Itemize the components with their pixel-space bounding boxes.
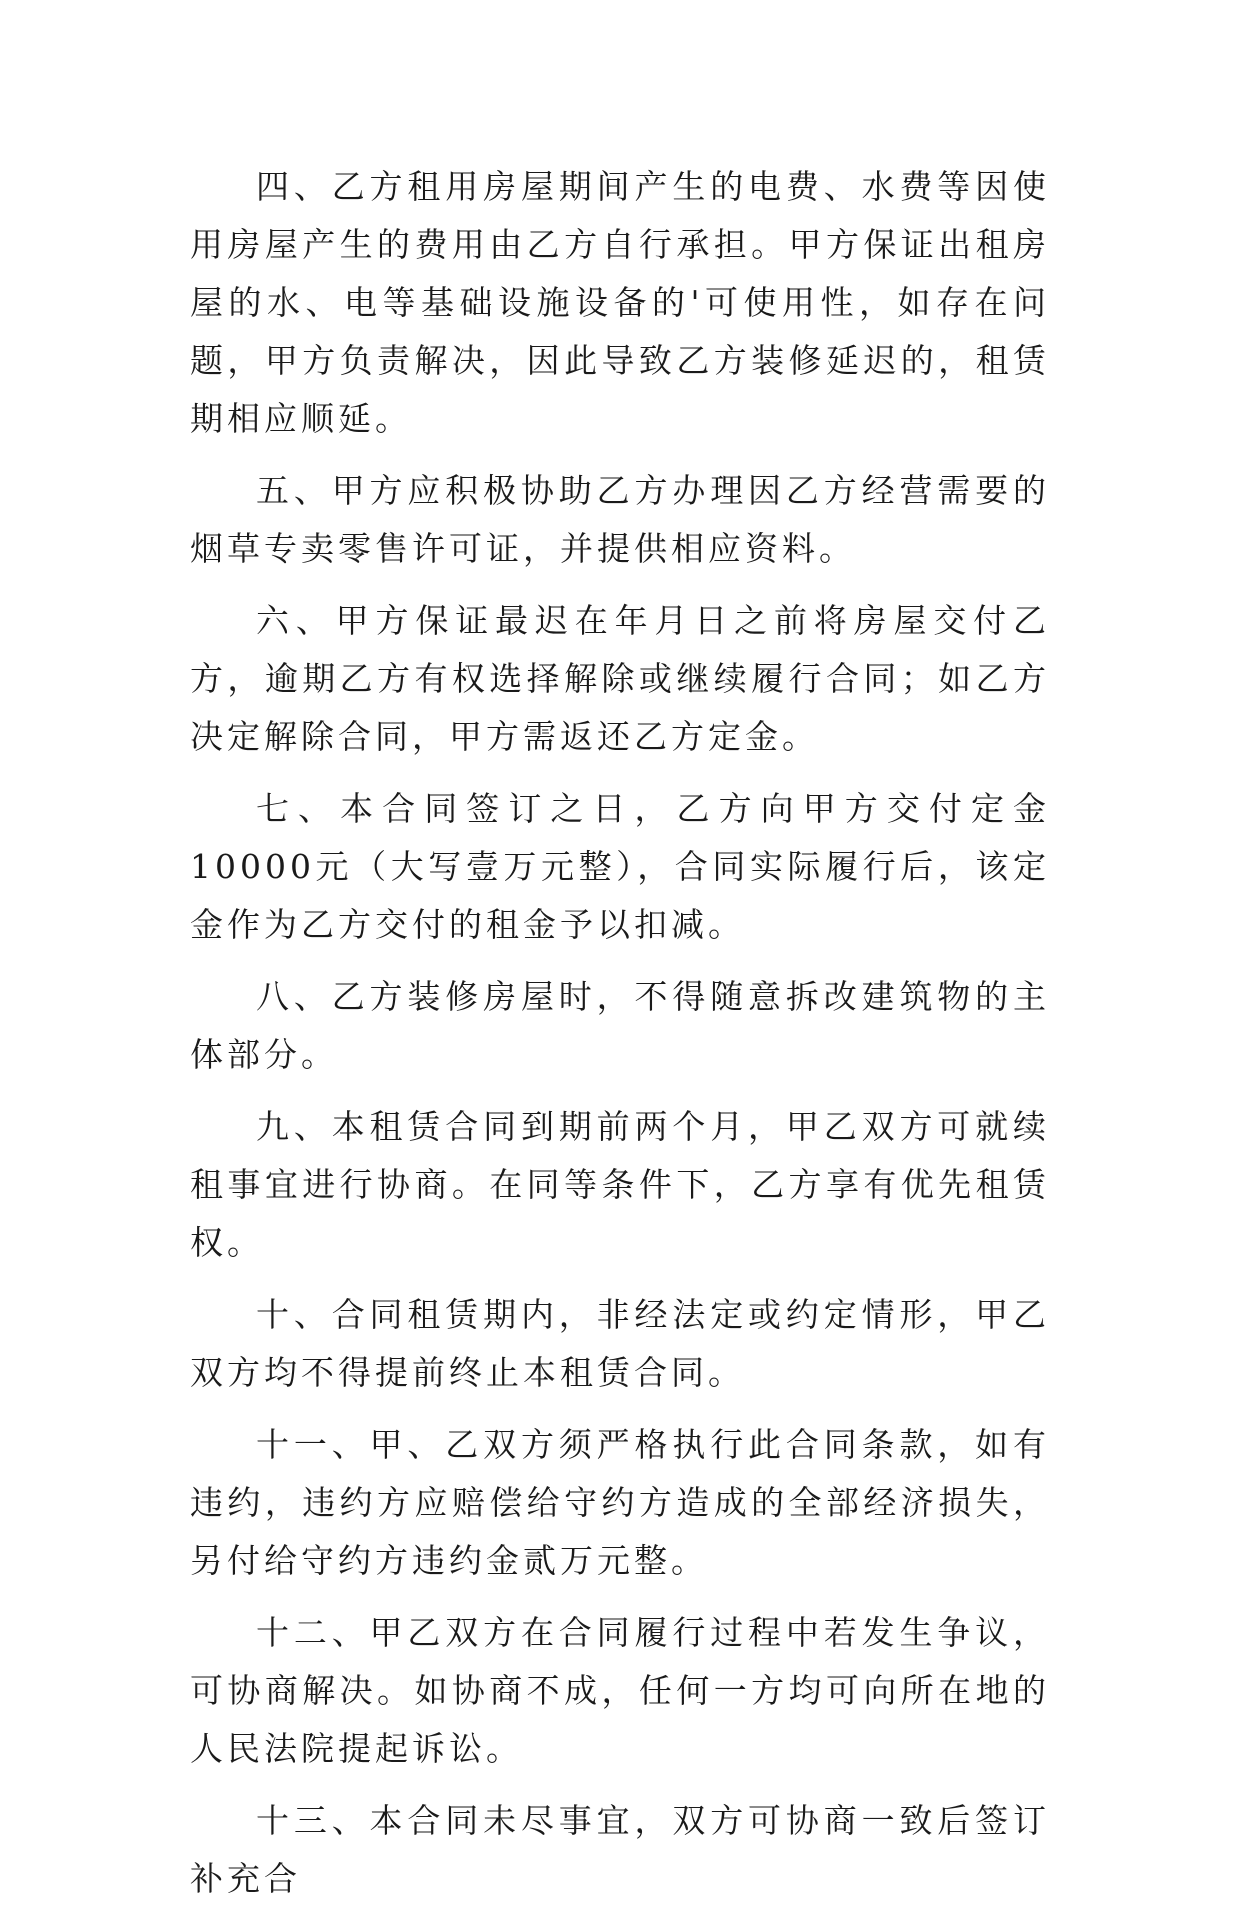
clause-12: 十二、甲乙双方在合同履行过程中若发生争议，可协商解决。如协商不成，任何一方均可向所在地的人民法院提起诉讼。 xyxy=(190,1613,1050,1768)
clause-7: 七、本合同签订之日，乙方向甲方交付定金10000元（大写壹万元整），合同实际履行后，该定金作为乙方交付的租金予以扣减。 xyxy=(190,789,1050,944)
clause-10: 十、合同租赁期内，非经法定或约定情形，甲乙双方均不得提前终止本租赁合同。 xyxy=(190,1295,1050,1392)
clause-13: 十三、本合同未尽事宜，双方可协商一致后签订补充合 xyxy=(190,1801,1050,1898)
clause-4: 四、乙方租用房屋期间产生的电费、水费等因使用房屋产生的费用由乙方自行承担。甲方保证出租房屋的水、电等基础设施设备的'可使用性，如存在问题，甲方负责解决，因此导致乙方装修延迟的，租赁期相应顺延。 xyxy=(190,167,1050,438)
clause-8: 八、乙方装修房屋时，不得随意拆改建筑物的主体部分。 xyxy=(190,977,1050,1074)
clause-9: 九、本租赁合同到期前两个月，甲乙双方可就续租事宜进行协商。在同等条件下，乙方享有优先租赁权。 xyxy=(190,1107,1050,1262)
clause-5: 五、甲方应积极协助乙方办理因乙方经营需要的烟草专卖零售许可证，并提供相应资料。 xyxy=(190,471,1050,568)
clause-6: 六、甲方保证最迟在年月日之前将房屋交付乙方，逾期乙方有权选择解除或继续履行合同；如乙方决定解除合同，甲方需返还乙方定金。 xyxy=(190,601,1050,756)
document-page xyxy=(190,158,1050,1922)
clause-11: 十一、甲、乙双方须严格执行此合同条款，如有违约，违约方应赔偿给守约方造成的全部经济损失，另付给守约方违约金贰万元整。 xyxy=(190,1425,1050,1580)
